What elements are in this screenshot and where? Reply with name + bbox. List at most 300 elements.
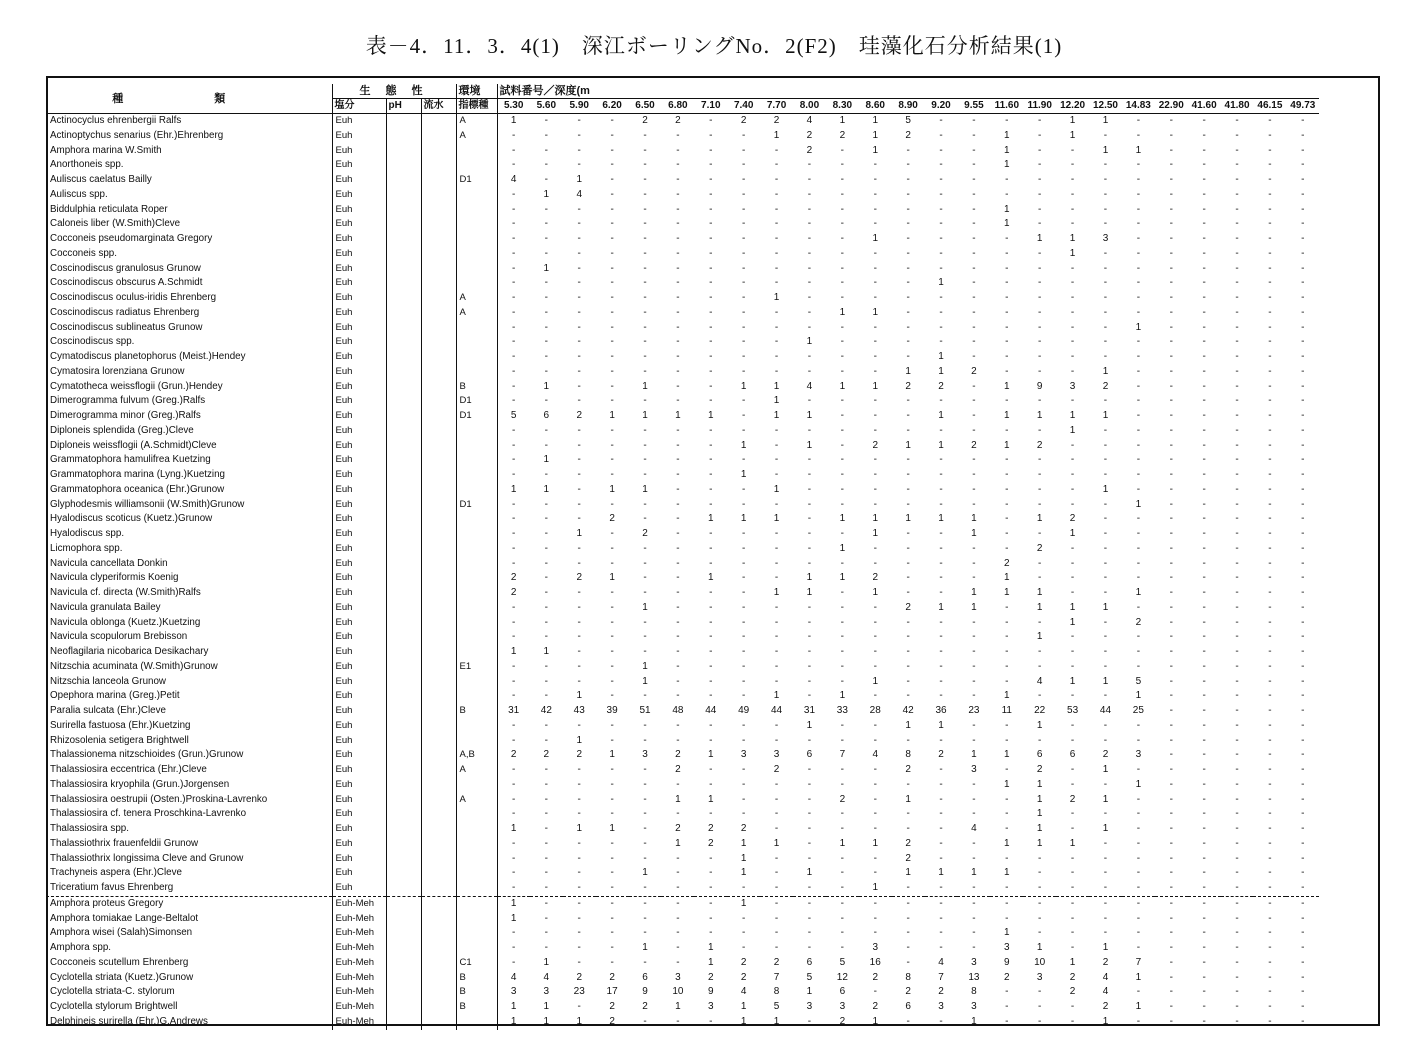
count-cell: - [1268,601,1272,613]
indicator-cell [456,158,497,173]
count-cell: - [676,690,680,702]
count-cell: - [577,601,581,613]
count-cell: - [774,454,779,466]
table-body [46,114,1319,1030]
count-cell: - [1169,852,1173,864]
depth-header: 5.30 [497,99,530,114]
table-row [46,660,1319,675]
count-cell: - [1005,528,1009,539]
count-cell: 2 [708,971,714,983]
count-cell: - [840,719,845,731]
salinity-cell: Euh [332,409,386,424]
flow-cell [421,896,456,911]
table-row [46,971,1319,986]
count-cell: - [610,542,614,554]
count-cell: - [1103,174,1108,185]
count-cell: 2 [543,749,550,761]
count-cell: - [1268,513,1272,525]
count-cell: - [807,233,812,244]
count-cell: - [1038,115,1042,126]
count-cell: 1 [1069,956,1076,968]
ph-cell [386,822,421,837]
count-cell: - [596,896,629,911]
count-cell: - [807,351,812,362]
count-cell: 1 [740,837,747,849]
count-cell: 1 [675,793,681,805]
count-cell: - [1169,646,1173,657]
count-cell: - [840,203,845,215]
count-cell: - [1070,1001,1075,1012]
count-cell: 39 [606,705,618,716]
count-cell: - [774,144,779,156]
ph-cell [386,793,421,808]
count-cell: - [807,159,812,171]
count-cell: - [1301,942,1305,953]
count-cell: 6 [806,749,813,761]
count-cell: - [939,572,943,584]
count-cell: - [873,365,877,377]
count-cell: - [544,424,548,436]
count-cell: - [512,852,516,864]
count-cell: - [610,912,614,924]
count-cell: - [1202,1001,1206,1012]
count-cell: - [1301,1001,1305,1012]
count-cell: - [972,778,976,790]
count-cell: 1 [543,380,550,392]
count-cell: - [1235,793,1239,805]
count-cell: - [972,793,976,805]
count-cell: - [1202,542,1206,554]
count-cell: 1 [576,174,582,185]
count-cell: - [676,129,680,141]
salinity-cell: Euh-Meh [332,1015,386,1030]
count-cell: - [1268,971,1272,983]
flow-cell [421,527,456,542]
count-cell: - [709,557,713,569]
salinity-cell: Euh [332,439,386,454]
indicator-cell [456,896,497,911]
count-cell: - [873,764,877,775]
table-row [46,866,1319,881]
count-cell: 1 [905,719,911,731]
count-cell: 1 [1004,129,1010,141]
count-cell: - [1038,424,1042,436]
species-name: Coscinodiscus oculus-iridis Ehrenberg [46,291,332,306]
count-cell: - [1235,734,1239,746]
species-name: Actinocyclus ehrenbergii Ralfs [46,114,332,129]
count-cell: - [807,734,812,746]
table-row [46,912,1319,927]
depth-header: 5.90 [563,99,596,114]
count-cell: - [577,942,581,953]
table-row [46,807,1319,822]
count-cell: - [1268,631,1272,643]
count-cell: 1 [872,380,879,392]
count-cell: - [939,174,943,185]
count-cell: - [1235,439,1239,451]
count-cell: - [1268,734,1272,746]
count-cell: - [1301,262,1305,274]
count-cell: - [972,542,976,554]
species-name: Opephora marina (Greg.)Petit [46,689,332,704]
depth-header: 7.40 [727,99,760,114]
count-cell: 5 [510,410,517,421]
count-cell: 1 [642,380,648,392]
count-cell: - [709,852,713,864]
count-cell: - [1169,483,1173,495]
count-cell: - [1169,410,1173,421]
count-cell: - [1235,306,1239,318]
species-name: Dimerogramma minor (Greg.)Ralfs [46,409,332,424]
flow-cell [421,453,456,468]
count-cell: - [742,410,746,421]
count-cell: - [676,365,680,377]
count-cell: - [742,587,746,598]
count-cell: - [1038,306,1042,318]
count-cell: - [1070,174,1075,185]
count-cell: - [1070,690,1075,702]
count-cell: - [1169,793,1173,805]
count-cell: - [1169,660,1173,672]
count-cell: - [1169,572,1173,584]
count-cell: - [643,631,647,643]
table-row [46,321,1319,336]
count-cell: 3 [1036,971,1043,983]
indicator-cell: B [456,971,497,986]
count-cell: - [709,616,713,628]
count-cell: 1 [1102,601,1109,613]
table-row [46,188,1319,203]
count-cell: - [643,542,647,554]
count-cell: - [544,882,548,893]
count-cell: - [512,321,516,333]
count-cell: - [1136,942,1141,953]
ph-cell [386,335,421,350]
count-cell: - [1268,188,1272,200]
count-cell: - [840,764,845,775]
ph-cell [386,276,421,291]
count-cell: 1 [642,483,648,495]
count-cell: - [774,233,779,244]
salinity-cell: Euh [332,601,386,616]
table-row [46,601,1319,616]
count-cell: - [1005,188,1009,200]
count-cell: - [1070,277,1075,289]
count-cell: - [1202,306,1206,318]
species-name: Nitzschia lanceola Grunow [46,675,332,690]
count-cell: 2 [642,1001,648,1012]
count-cell: 22 [1034,705,1046,716]
table-row [46,778,1319,793]
count-cell: 1 [543,262,550,274]
count-cell: - [512,188,516,200]
count-cell: - [610,764,614,775]
flow-cell [421,262,456,277]
count-cell: 1 [806,439,813,451]
count-cell: - [939,424,943,436]
count-cell: - [1103,203,1108,215]
count-cell: - [742,675,746,687]
count-cell: - [709,601,713,613]
count-cell: - [1169,380,1173,392]
count-cell: - [873,927,877,939]
count-cell: - [1268,793,1272,805]
count-cell: - [1136,218,1141,230]
count-cell: - [1103,837,1108,849]
count-cell: - [544,719,548,731]
count-cell: - [1005,247,1009,259]
count-cell: - [643,336,647,348]
count-cell: - [1155,896,1188,911]
count-cell: - [512,778,516,790]
count-cell: - [1202,660,1206,672]
count-cell: - [742,631,746,643]
count-cell: - [610,247,614,259]
count-cell: - [742,572,746,584]
count-cell: - [1169,469,1173,480]
ph-cell [386,704,421,719]
count-cell: 1 [1102,365,1109,377]
count-cell: - [1103,808,1108,820]
count-cell: - [742,395,746,407]
indicator-cell [456,203,497,218]
count-cell: - [742,306,746,318]
count-cell: - [512,557,516,569]
count-cell: - [906,823,910,834]
count-cell: - [972,660,976,672]
count-cell: - [610,469,614,480]
table-row [46,439,1319,454]
count-cell: 2 [740,823,747,834]
count-cell: - [774,277,779,289]
count-cell: 1 [609,410,615,421]
count-cell: - [1268,129,1272,141]
count-cell: - [512,129,516,141]
count-cell: - [1301,454,1305,466]
count-cell: - [1235,424,1239,436]
count-cell: - [1202,277,1206,289]
species-name: Thalassiosira eccentrica (Ehr.)Cleve [46,763,332,778]
count-cell: - [807,660,812,672]
indicator-cell [456,276,497,291]
count-cell: 1 [708,793,714,805]
count-cell: - [1005,734,1009,746]
count-cell: - [1070,262,1075,274]
count-cell: - [709,631,713,643]
count-cell: - [1038,159,1042,171]
count-cell: - [1235,705,1239,716]
count-cell: - [544,277,548,289]
count-cell: - [544,528,548,539]
count-cell: - [1301,469,1305,480]
count-cell: 2 [905,380,911,392]
count-cell: - [1070,395,1075,407]
flow-cell [421,114,456,129]
count-cell: 1 [773,513,780,525]
salinity-cell: Euh [332,630,386,645]
count-cell: - [972,218,976,230]
count-cell: - [774,203,779,215]
count-cell: - [1103,498,1108,510]
count-cell: 5 [905,115,911,126]
count-cell: - [1268,956,1272,968]
count-cell: - [1070,351,1075,362]
depth-header: 41.80 [1221,99,1254,114]
count-cell: - [873,218,877,230]
count-cell: - [939,469,943,480]
count-cell: - [544,129,548,141]
count-cell: - [512,203,516,215]
ph-cell [386,409,421,424]
count-cell: 1 [971,749,977,761]
count-cell: - [1005,321,1009,333]
count-cell: - [1070,469,1075,480]
species-name: Diploneis weissflogii (A.Schmidt)Cleve [46,439,332,454]
count-cell: - [512,808,516,820]
count-cell: - [774,734,779,746]
count-cell: - [1202,424,1206,436]
count-cell: - [807,808,812,820]
count-cell: - [1136,203,1141,215]
count-cell: - [676,336,680,348]
count-cell: - [610,498,614,510]
salinity-cell: Euh [332,380,386,395]
salinity-cell: Euh [332,173,386,188]
flow-cell [421,822,456,837]
table-row [46,985,1319,1000]
salinity-cell: Euh [332,557,386,572]
flow-cell [421,571,456,586]
table-row [46,380,1319,395]
count-cell: - [1070,852,1075,864]
count-cell: - [1038,690,1042,702]
count-cell: - [1202,675,1206,687]
count-cell: - [1301,513,1305,525]
count-cell: - [742,601,746,613]
count-cell: - [906,351,910,362]
salinity-cell: Euh [332,866,386,881]
count-cell: - [1169,587,1173,598]
count-cell: - [1301,188,1305,200]
count-cell: - [1070,306,1075,318]
count-cell: - [840,351,845,362]
count-cell: 1 [727,896,760,911]
count-cell: - [1188,896,1221,911]
depth-header: 41.60 [1188,99,1221,114]
count-cell: - [544,115,548,126]
count-cell: - [1202,498,1206,510]
count-cell: - [1136,912,1141,924]
count-cell: - [1202,159,1206,171]
count-cell: - [774,601,779,613]
count-cell: - [610,882,614,893]
count-cell: - [1301,986,1305,998]
species-name: Trachyneis aspera (Ehr.)Cleve [46,866,332,881]
count-cell: - [512,867,516,879]
count-cell: 4 [576,188,582,200]
count-cell: - [906,188,910,200]
count-cell: - [709,690,713,702]
count-cell: - [643,912,647,924]
count-cell: - [1136,188,1141,200]
count-cell: - [1202,321,1206,333]
ph-cell [386,129,421,144]
count-cell: - [610,719,614,731]
count-cell: - [1103,424,1108,436]
species-name: Grammatophora marina (Lyng.)Kuetzing [46,468,332,483]
count-cell: - [774,351,779,362]
count-cell: - [1103,631,1108,643]
count-cell: - [972,852,976,864]
count-cell: - [1235,262,1239,274]
count-cell: - [1268,690,1272,702]
count-cell: - [1301,675,1305,687]
count-cell: - [972,719,976,731]
count-cell: - [807,927,812,939]
salinity-cell: Euh [332,217,386,232]
count-cell: - [1235,144,1239,156]
count-cell: 1 [1004,587,1010,598]
count-cell: - [972,351,976,362]
count-cell: - [1038,277,1042,289]
table-row [46,453,1319,468]
salinity-cell: Euh [332,571,386,586]
count-cell: - [774,927,779,939]
count-cell: - [709,734,713,746]
count-cell: 1 [773,395,780,407]
count-cell: - [512,764,516,775]
count-cell: - [1169,174,1173,185]
salinity-cell: Euh [332,748,386,763]
count-cell: - [807,616,812,628]
count-cell: - [610,365,614,377]
count-cell: - [873,469,877,480]
count-cell: - [939,808,943,820]
count-cell: - [939,1015,943,1027]
count-cell: - [939,837,943,849]
salinity-cell: Euh-Meh [332,912,386,927]
ph-cell [386,896,421,911]
count-cell: - [1038,986,1042,998]
count-cell: 3 [1004,942,1010,953]
count-cell: - [1103,336,1108,348]
count-cell: - [892,896,925,911]
count-cell: 1 [872,513,879,525]
species-name: Auliscus spp. [46,188,332,203]
count-cell: - [1103,734,1108,746]
indicator-cell [456,866,497,881]
count-cell: - [643,395,647,407]
species-name: Thalassiosira spp. [46,822,332,837]
count-cell: - [1169,188,1173,200]
count-cell: - [774,646,779,657]
table-row [46,852,1319,867]
count-cell: - [840,882,845,893]
count-cell: - [610,927,614,939]
count-cell: - [610,557,614,569]
count-cell: - [1268,203,1272,215]
count-cell: - [643,734,647,746]
count-cell: - [577,351,581,362]
count-cell: - [972,927,976,939]
count-cell: - [577,277,581,289]
count-cell: - [1169,321,1173,333]
count-cell: - [676,572,680,584]
count-cell: 4 [806,115,813,126]
count-cell: - [1103,351,1108,362]
count-cell: - [512,306,516,318]
count-cell: - [774,528,779,539]
